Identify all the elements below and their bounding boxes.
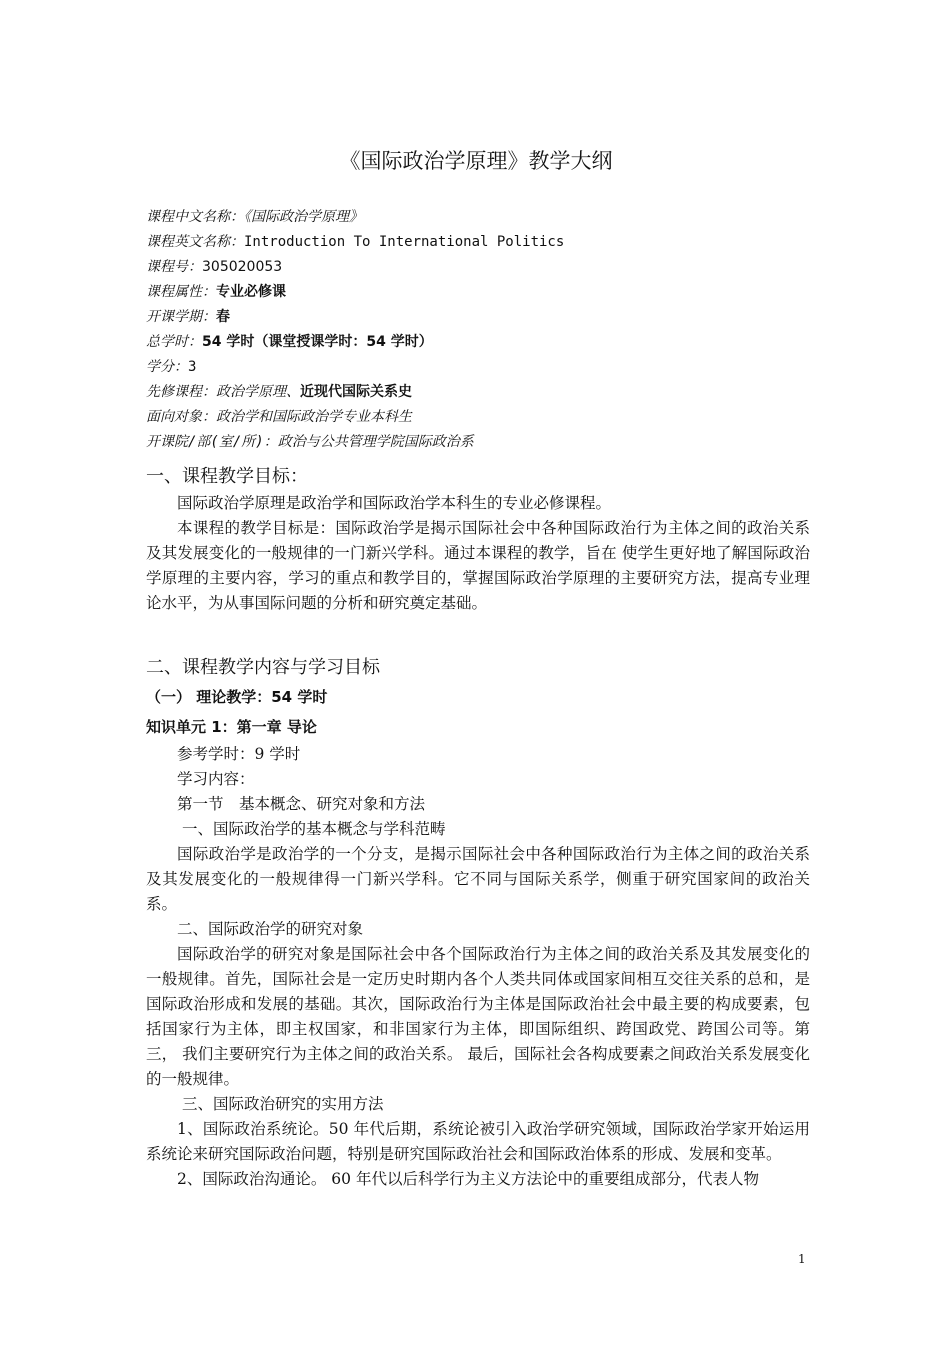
info-value: 政治学原理、 — [216, 384, 300, 400]
page-number: 1 — [798, 1252, 806, 1266]
paragraph: 国际政治学原理是政治学和国际政治学本科生的专业必修课程。 — [177, 494, 612, 512]
info-value: 春 — [216, 309, 230, 325]
info-value: 政治学和国际政治学专业本科生 — [216, 409, 412, 425]
info-audience — [146, 405, 826, 430]
info-label: 面向对象： — [146, 409, 216, 425]
info-value: 《国际政治学原理》 — [244, 209, 363, 225]
info-credit — [146, 355, 826, 380]
paragraph: 2、国际政治沟通论。 60 年代以后科学行为主义方法论中的重要组成部分，代表人物 — [177, 1170, 759, 1188]
info-term — [146, 305, 826, 330]
document-title: 《国际政治学原理》教学大纲 — [339, 149, 613, 173]
paragraph: 1、国际政治系统论。50 年代后期，系统论被引入政治学研究领域，国际政治学家开始运用系统论来研究国际政治问题，特别是研究国际政治社会和国际政治体系的形成、发展和变革。 — [146, 1120, 810, 1163]
subsection-heading: （一） 理论教学：54 学时 — [146, 688, 328, 706]
section-heading: 二、课程教学内容与学习目标 — [146, 657, 380, 678]
document-body — [146, 463, 810, 1192]
info-department — [146, 430, 826, 455]
info-value: 专业必修课 — [216, 284, 286, 300]
info-value: 3 — [188, 359, 197, 375]
info-hours — [146, 330, 826, 355]
info-label: 总学时： — [146, 334, 202, 350]
info-value: 305020053 — [202, 259, 283, 275]
info-label: 课程属性： — [146, 284, 216, 300]
info-value: Introduction To International Politics — [244, 234, 565, 250]
paragraph: 国际政治学是政治学的一个分支，是揭示国际社会中各种国际政治行为主体之间的政治关系及其发展变化的一般规律得一门新兴学科。它不同与国际关系学，侧重于研究国家间的政治关系。 — [146, 845, 810, 913]
info-label: 开课院/部(室/所)： — [146, 434, 278, 450]
course-info-block — [146, 205, 826, 455]
paragraph: 参考学时：9 学时 — [177, 745, 301, 763]
info-label: 开课学期： — [146, 309, 216, 325]
paragraph: 二、国际政治学的研究对象 — [177, 920, 364, 938]
info-cn-name — [146, 205, 826, 230]
unit-heading: 知识单元 1：第一章 导论 — [146, 718, 317, 736]
info-label: 先修课程： — [146, 384, 216, 400]
info-prerequisite — [146, 380, 826, 405]
info-attribute — [146, 280, 826, 305]
paragraph: 国际政治学的研究对象是国际社会中各个国际政治行为主体之间的政治关系及其发展变化的一般规律。首先，国际社会是一定历史时期内各个人类共同体或国家间相互交往关系的总和，是国际政治形成和发展的基础。其次，国际政治行为主体是国际政治社会中最主要的构成要素，包括国家行为主体，即主权国家，和非国家行为主体，即国际组织、跨国政党、跨国公司等。第三， 我们主要研究行为主体之间的政治关系。 最后，国际社会各构成要素之间政治关系发展变化的一般规律。 — [146, 945, 810, 1088]
paragraph: 第一节 基本概念、研究对象和方法 — [177, 795, 426, 813]
info-label: 课程中文名称： — [146, 209, 244, 225]
section-heading: 一、课程教学目标： — [146, 466, 308, 487]
info-value: 近现代国际关系史 — [300, 384, 412, 400]
info-en-name — [146, 230, 826, 255]
info-value: 政治与公共管理学院国际政治系 — [277, 434, 474, 450]
paragraph: 一、国际政治学的基本概念与学科范畴 — [182, 820, 446, 838]
paragraph: 本课程的教学目标是：国际政治学是揭示国际社会中各种国际政治行为主体之间的政治关系及其发展变化的一般规律的一门新兴学科。通过本课程的教学，旨在 使学生更好地了解国际政治学原理的主要内容，学习的重点和教学目的，掌握国际政治学原理的主要研究方法，提高专业理论水平，为从事国际问题的分析和研究奠定基础。 — [146, 519, 810, 612]
paragraph: 三、国际政治研究的实用方法 — [182, 1095, 384, 1113]
info-label: 课程英文名称： — [146, 234, 244, 250]
paragraph: 学习内容： — [177, 770, 255, 788]
info-value: 54 学时（课堂授课学时：54 学时） — [202, 334, 433, 350]
info-label: 课程号： — [146, 259, 202, 275]
info-label: 学分： — [146, 359, 188, 375]
info-code — [146, 255, 826, 280]
